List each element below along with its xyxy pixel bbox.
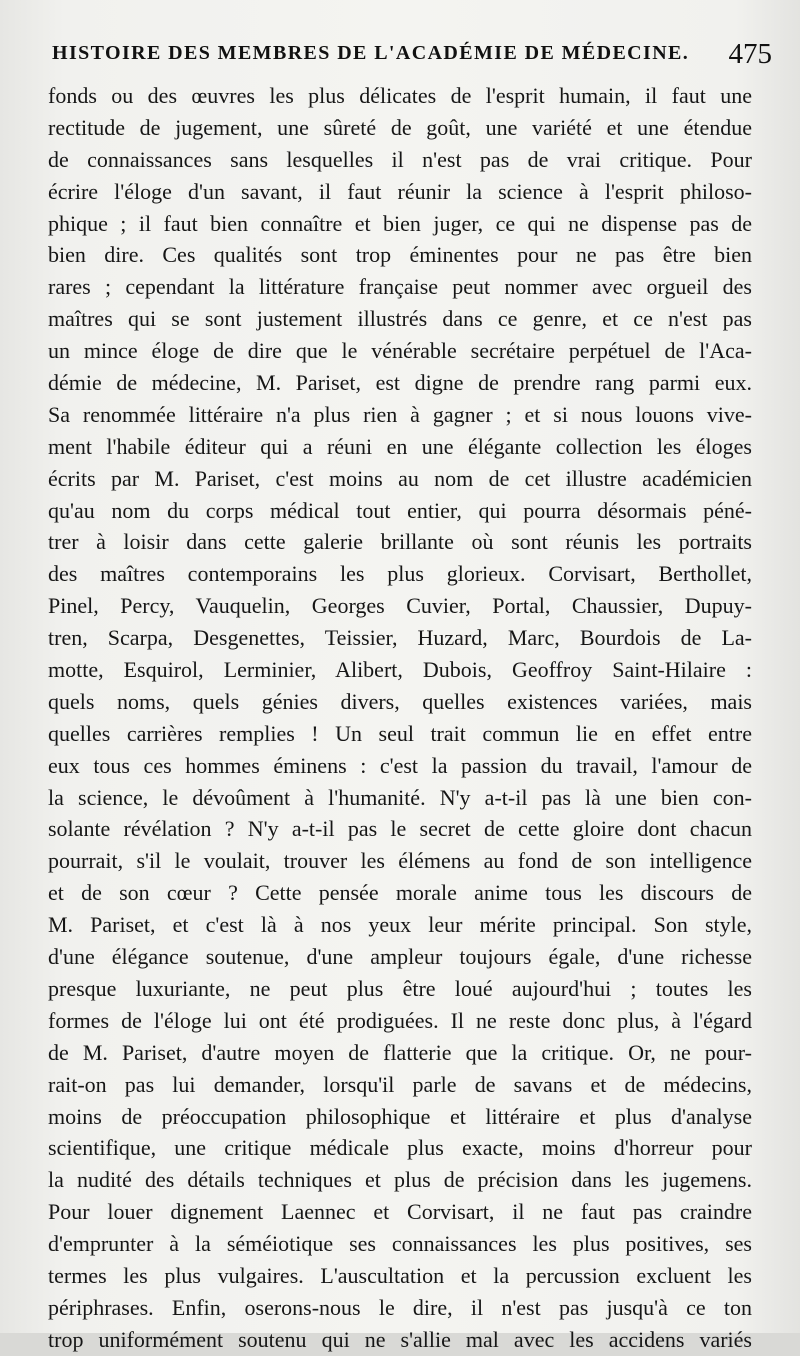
- text-line: formes de l'éloge lui ont été prodiguées. Il ne reste donc plus, à l'égard: [48, 1007, 752, 1033]
- text-line: écrire l'éloge d'un savant, il faut réunir la science à l'esprit philoso-: [48, 178, 752, 204]
- text-line: bien dire. Ces qualités sont trop éminentes pour ne pas être bien: [48, 242, 752, 268]
- text-line: pourrait, s'il le voulait, trouver les élémens au fond de son intelligence: [48, 848, 752, 874]
- text-line: eux tous ces hommes éminens : c'est la passion du travail, l'amour de: [48, 752, 752, 778]
- text-line: la science, le dévoûment à l'humanité. N'y a-t-il pas là une bien con-: [48, 784, 752, 810]
- body-text: [48, 80, 752, 1356]
- text-line: un mince éloge de dire que le vénérable secrétaire perpétuel de l'Aca-: [48, 338, 752, 364]
- text-line: quelles carrières remplies ! Un seul trait commun lie en effet entre: [48, 720, 752, 746]
- text-line: tren, Scarpa, Desgenettes, Teissier, Huzard, Marc, Bourdois de La-: [48, 625, 752, 651]
- page-number: 475: [728, 38, 772, 70]
- text-line: solante révélation ? N'y a-t-il pas le secret de cette gloire dont chacun: [48, 816, 752, 842]
- text-line: trop uniformément soutenu qui ne s'allie mal avec les accidens variés: [48, 1326, 752, 1352]
- text-line: et de son cœur ? Cette pensée morale anime tous les discours de: [48, 880, 752, 906]
- text-line: d'emprunter à la séméiotique ses connaissances les plus positives, ses: [48, 1231, 752, 1257]
- text-line: qu'au nom du corps médical tout entier, qui pourra désormais péné-: [48, 497, 752, 523]
- text-line: rait-on pas lui demander, lorsqu'il parle de savans et de médecins,: [48, 1071, 752, 1097]
- text-line: ment l'habile éditeur qui a réuni en une élégante collection les éloges: [48, 433, 752, 459]
- text-line: M. Pariset, et c'est là à nos yeux leur mérite principal. Son style,: [48, 912, 752, 938]
- text-line: des maîtres contemporains les plus glorieux. Corvisart, Berthollet,: [48, 561, 752, 587]
- text-line: Pour louer dignement Laennec et Corvisart, il ne faut pas craindre: [48, 1199, 752, 1225]
- text-line: phique ; il faut bien connaître et bien juger, ce qui ne dispense pas de: [48, 210, 752, 236]
- text-line: rares ; cependant la littérature française peut nommer avec orgueil des: [48, 274, 752, 300]
- text-line: moins de préoccupation philosophique et littéraire et plus d'analyse: [48, 1103, 752, 1129]
- page-header: [52, 38, 772, 78]
- text-line: termes les plus vulgaires. L'auscultation et la percussion excluent les: [48, 1262, 752, 1288]
- text-line: Pinel, Percy, Vauquelin, Georges Cuvier, Portal, Chaussier, Dupuy-: [48, 593, 752, 619]
- text-line: écrits par M. Pariset, c'est moins au nom de cet illustre académicien: [48, 465, 752, 491]
- text-line: démie de médecine, M. Pariset, est digne de prendre rang parmi eux.: [48, 370, 752, 396]
- text-line: fonds ou des œuvres les plus délicates de l'esprit humain, il faut une: [48, 83, 752, 108]
- text-line: quels noms, quels génies divers, quelles existences variées, mais: [48, 688, 752, 714]
- text-line: trer à loisir dans cette galerie brillante où sont réunis les portraits: [48, 529, 752, 555]
- text-line: rectitude de jugement, une sûreté de goût, une variété et une étendue: [48, 114, 752, 140]
- text-line: de M. Pariset, d'autre moyen de flatterie que la critique. Or, ne pour-: [48, 1039, 752, 1065]
- text-line: motte, Esquirol, Lerminier, Alibert, Dubois, Geoffroy Saint-Hilaire :: [48, 657, 752, 683]
- running-head: HISTOIRE DES MEMBRES DE L'ACADÉMIE DE MÉDECINE.: [52, 42, 690, 64]
- text-line: maîtres qui se sont justement illustrés dans ce genre, et ce n'est pas: [48, 306, 752, 332]
- text-line: Sa renommée littéraire n'a plus rien à gagner ; et si nous louons vive-: [48, 401, 752, 427]
- text-line: de connaissances sans lesquelles il n'est pas de vrai critique. Pour: [48, 146, 752, 172]
- text-line: scientifique, une critique médicale plus exacte, moins d'horreur pour: [48, 1135, 752, 1161]
- text-line: presque luxuriante, ne peut plus être loué aujourd'hui ; toutes les: [48, 975, 752, 1001]
- text-line: périphrases. Enfin, oserons-nous le dire, il n'est pas jusqu'à ce ton: [48, 1294, 752, 1320]
- text-line: la nudité des détails techniques et plus de précision dans les jugemens.: [48, 1167, 752, 1193]
- text-line: d'une élégance soutenue, d'une ampleur toujours égale, d'une richesse: [48, 944, 752, 970]
